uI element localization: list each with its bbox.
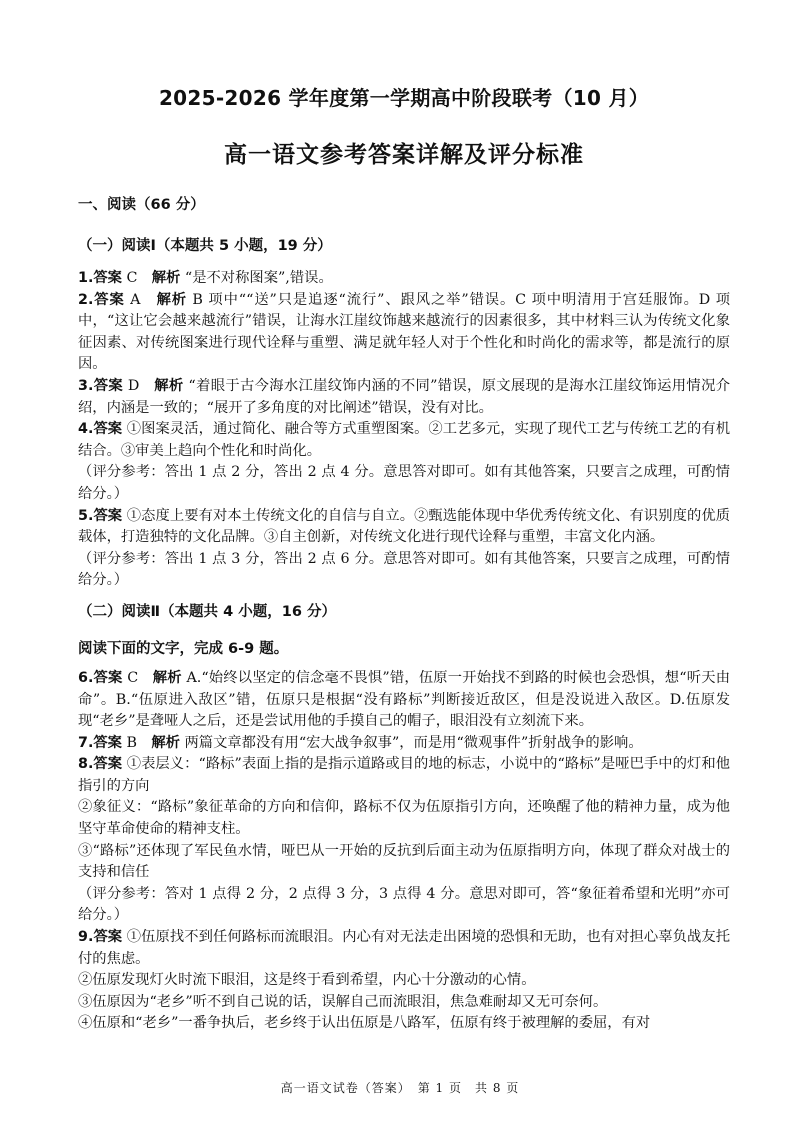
- q9-point-1: ①伍原找不到任何路标而流眼泪。内心有对无法走出困境的恐惧和无助，也有对担心辜负战友托付的焦虑。: [78, 929, 730, 967]
- q1-label: 解析: [151, 270, 181, 286]
- q6-label: 解析: [152, 669, 182, 686]
- question-5: [78, 506, 730, 549]
- q7-num: 7.答案: [78, 734, 122, 751]
- q2-text: B 项中““送”只是追逐“流行”、跟风之举”错误。C 项中明清用于宫廷服饰。D 项中，“这让它会越来越流行”错误，让海水江崖纹饰越来越流行的因素很多，其中材料三认为传统文化象征因素、对传统图案进行现代诠释与重塑、满足就年轻人对于个性化和时尚化的需求等，都是流行的原因。: [78, 291, 730, 373]
- q9-num: 9.答案: [78, 929, 123, 946]
- q9-point-4: ④伍原和“老乡”一番争执后，老乡终于认出伍原是八路军，伍原有终于被理解的委屈，有对: [78, 1015, 651, 1032]
- question-4: [78, 419, 730, 462]
- part2-heading: （二）阅读Ⅱ（本题共 4 小题，16 分）: [78, 603, 336, 620]
- exam-title: 2025-2026 学年度第一学期高中阶段联考（10 月）: [158, 86, 650, 110]
- q7-text: 两篇文章都没有用“宏大战争叙事”，而是用“微观事件”折射战争的影响。: [179, 734, 643, 751]
- q6-text: A.“始终以坚定的信念毫不畏惧”错，伍原一开始找不到路的时候也会恐惧，想“听天由命”。B.“伍原进入敌区”错，伍原只是根据“没有路标”判断接近敌区，但是没说进入敌区。D.伍原发现“老乡”是聋哑人之后，还是尝试用他的手摸自己的帽子，眼泪没有立刻流下来。: [78, 669, 730, 730]
- q7-answer: B: [121, 734, 138, 751]
- q8-point-1: ①表层义：“路标”表面上指的是指示道路或目的地的标志，小说中的“路标”是哑巴手中的灯和他指引的方向: [78, 756, 730, 794]
- q2-answer: A: [124, 291, 141, 308]
- q3-num: 3.答案: [78, 377, 123, 394]
- question-1: [78, 268, 730, 290]
- document-subtitle: 高一语文参考答案详解及评分标准: [224, 142, 584, 168]
- q8-point-3: ③“路标”还体现了军民鱼水情，哑巴从一开始的反抗到后面主动为伍原指明方向，体现了群众对战士的支持和信任: [78, 842, 730, 881]
- q5-num: 5.答案: [78, 507, 123, 524]
- q6-num: 6.答案: [78, 669, 123, 686]
- question-9: [78, 927, 730, 970]
- q1-text: “是不对称图案”,错误。: [180, 270, 333, 286]
- q3-answer: D: [122, 377, 140, 394]
- q8-scoring-note: （评分参考：答对 1 点得 2 分，2 点得 3 分，3 点得 4 分。意思对即可，答“象征着希望和光明”亦可给分。）: [78, 885, 730, 924]
- question-3: [78, 376, 730, 419]
- q5-text: ①态度上要有对本土传统文化的自信与自立。②甄选能体现中华优秀传统文化、有识别度的优质载体，打造独特的文化品牌。③自主创新，对传统文化进行现代诠释与重塑，丰富文化内涵。: [78, 507, 730, 546]
- page-footer: 高一语文试卷（答案） 第 1 页 共 8 页: [280, 1081, 520, 1095]
- q8-point-2: ②象征义：“路标”象征革命的方向和信仰，路标不仅为伍原指引方向，还唤醒了他的精神力量，成为他坚守革命使命的精神支柱。: [78, 799, 730, 838]
- q7-label: 解析: [151, 734, 180, 751]
- q4-num: 4.答案: [78, 421, 123, 438]
- part1-heading: （一）阅读Ⅰ（本题共 5 小题，19 分）: [78, 238, 332, 254]
- q3-text: “着眼于古今海水江崖纹饰内涵的不同”错误，原文展现的是海水江崖纹饰运用情况介绍，内涵是一致的；“展开了多角度的对比阐述”错误，没有对比。: [78, 377, 730, 416]
- question-2: [78, 290, 730, 376]
- question-7: [78, 733, 730, 755]
- q1-num: 1.答案: [78, 270, 122, 286]
- section-reading-heading: 一、阅读（66 分）: [78, 197, 205, 213]
- q5-scoring-note: （评分参考：答出 1 点 3 分，答出 2 点 6 分。意思答对即可。如有其他答案，只要言之成理，可酌情给分。）: [78, 550, 730, 589]
- question-6: [78, 668, 730, 733]
- q1-answer: C: [121, 270, 138, 286]
- q9-point-3: ③伍原因为“老乡”听不到自己说的话，误解自己而流眼泪，焦急难耐却又无可奈何。: [78, 993, 608, 1010]
- q3-label: 解析: [154, 377, 184, 394]
- q4-text: ①图案灵活，通过简化、融合等方式重塑图案。②工艺多元，实现了现代工艺与传统工艺的有机结合。③审美上趋向个性化和时尚化。: [78, 421, 730, 459]
- question-8: [78, 754, 730, 797]
- q6-answer: C: [122, 669, 139, 686]
- q4-scoring-note: （评分参考：答出 1 点 2 分，答出 2 点 4 分。意思答对即可。如有其他答案，只要言之成理，可酌情给分。）: [78, 464, 730, 502]
- q8-num: 8.答案: [78, 756, 123, 773]
- q2-num: 2.答案: [78, 291, 125, 308]
- q2-label: 解析: [156, 291, 187, 308]
- part2-intro: 阅读下面的文字，完成 6-9 题。: [78, 640, 289, 657]
- q9-point-2: ②伍原发现灯火时流下眼泪，这是终于看到希望，内心十分激动的心情。: [78, 972, 536, 989]
